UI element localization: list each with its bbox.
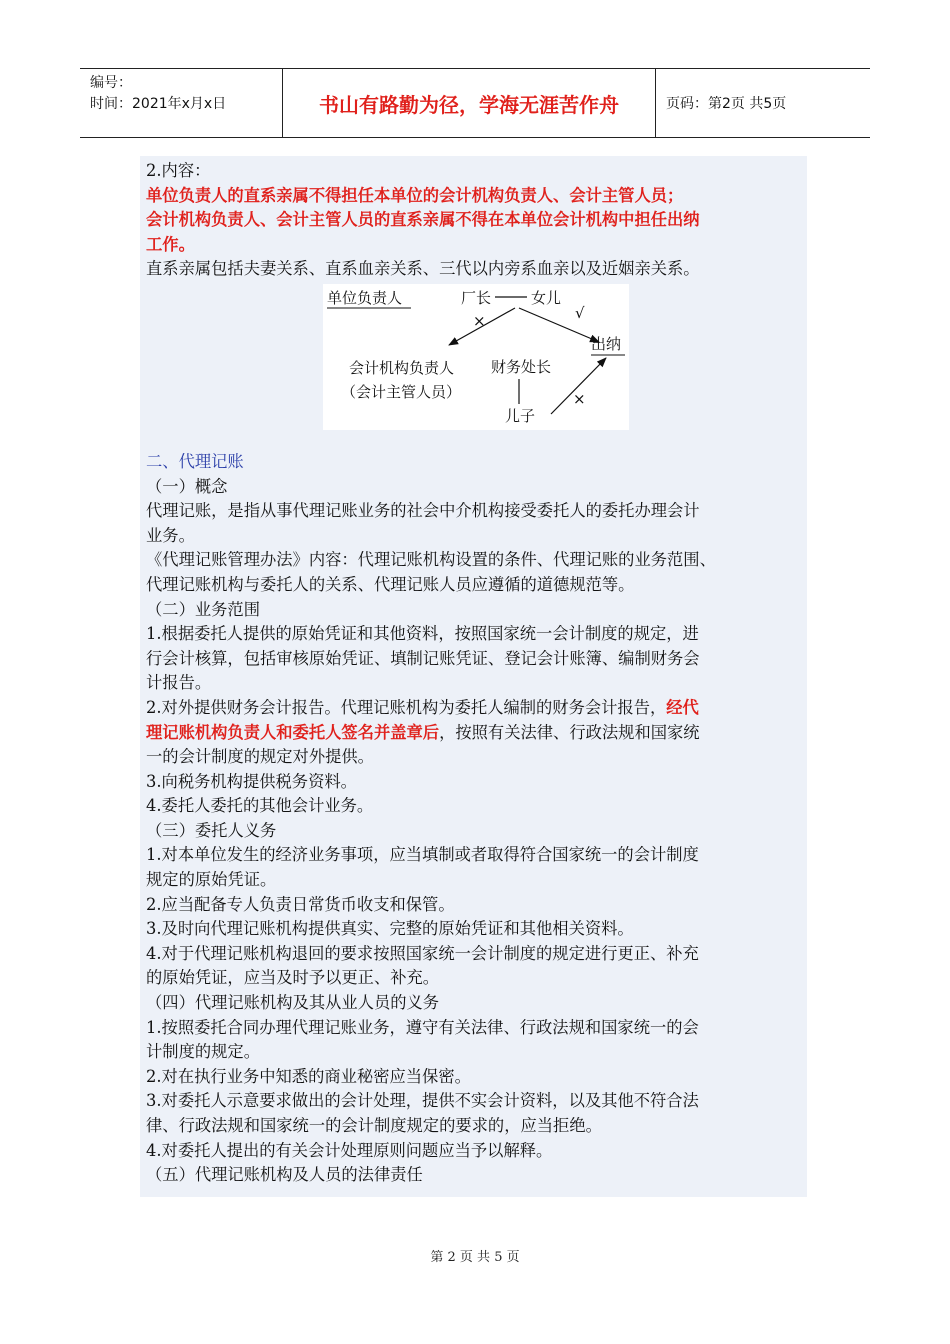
content-area xyxy=(140,156,807,1197)
header-motto: 书山有路勤为径，学海无涯苦作舟 xyxy=(282,69,656,137)
paragraph: 1.根据委托人提供的原始凭证和其他资料，按照国家统一会计制度的规定，进 xyxy=(146,624,699,644)
paragraph: 3.对委托人示意要求做出的会计处理，提供不实会计资料，以及其他不符合法 xyxy=(146,1091,699,1111)
finance-head-label: 财务处长 xyxy=(491,357,552,376)
paragraph: 3.向税务机构提供税务资料。 xyxy=(146,771,357,791)
paragraph: 2.应当配备专人负责日常货币收支和保管。 xyxy=(146,894,455,914)
highlight-rule: 单位负责人的直系亲属不得担任本单位的会计机构负责人、会计主管人员； xyxy=(146,185,684,205)
header-page-number: 页码：第2页 共5页 xyxy=(666,96,787,112)
cross-mark: × xyxy=(573,389,586,408)
cross-mark: × xyxy=(473,311,486,330)
number-label: 编号： xyxy=(90,75,132,91)
subheading: （四）代理记账机构及其从业人员的义务 xyxy=(146,993,440,1013)
paragraph: 2.对在执行业务中知悉的商业秘密应当保密。 xyxy=(146,1066,471,1086)
acct-head-label: 会计机构负责人 xyxy=(349,358,455,377)
paragraph: 代理记账机构与委托人的关系、代理记账人员应遵循的道德规范等。 xyxy=(146,574,635,594)
paragraph: 计报告。 xyxy=(146,673,212,693)
paragraph: 1.按照委托合同办理代理记账业务，遵守有关法律、行政法规和国家统一的会 xyxy=(146,1017,699,1037)
paragraph: 业务。 xyxy=(146,525,195,545)
cashier-label: 出纳 xyxy=(591,334,622,353)
subheading: （五）代理记账机构及人员的法律责任 xyxy=(146,1165,423,1185)
paragraph: 规定的原始凭证。 xyxy=(146,870,277,890)
acct-supervisor-label: （会计主管人员） xyxy=(341,382,462,401)
paragraph: 律、行政法规和国家统一的会计制度规定的要求的，应当拒绝。 xyxy=(146,1116,602,1135)
header-meta xyxy=(80,69,282,137)
paragraph xyxy=(146,721,803,746)
text-span: 2.对外提供财务会计报告。代理记账机构为委托人编制的财务会计报告， xyxy=(146,697,667,717)
subheading: （一）概念 xyxy=(146,476,228,496)
paragraph: 行会计核算，包括审核原始凭证、填制记账凭证、登记会计账簿、编制财务会 xyxy=(146,648,700,668)
paragraph xyxy=(146,696,803,721)
text-span: ，按照有关法律、行政法规和国家统 xyxy=(439,722,700,742)
page-footer: 第 2 页 共 5 页 xyxy=(430,1250,520,1265)
relationship-diagram xyxy=(323,284,629,430)
son-label: 儿子 xyxy=(505,406,536,425)
check-mark: √ xyxy=(575,303,585,322)
paragraph: 《代理记账管理办法》内容：代理记账机构设置的条件、代理记账的业务范围、 xyxy=(146,550,716,570)
paragraph: 4.对于代理记账机构退回的要求按照国家统一会计制度的规定进行更正、补充 xyxy=(146,943,699,963)
highlight-rule: 工作。 xyxy=(146,234,195,254)
highlight-text: 理记账机构负责人和委托人签名并盖章后 xyxy=(146,722,440,742)
page-header xyxy=(80,68,870,138)
paragraph: 1.对本单位发生的经济业务事项，应当填制或者取得符合国家统一的会计制度 xyxy=(146,845,699,865)
unit-head-label: 单位负责人 xyxy=(327,288,403,307)
subheading: （三）委托人义务 xyxy=(146,820,277,840)
arrow-to-cashier xyxy=(519,308,599,342)
paragraph: 4.对委托人提出的有关会计处理原则问题应当予以解释。 xyxy=(146,1140,553,1160)
paragraph: 计制度的规定。 xyxy=(146,1042,260,1062)
paragraph: 的原始凭证，应当及时予以更正、补充。 xyxy=(146,968,440,988)
section-heading: 二、代理记账 xyxy=(146,451,244,471)
highlight-text: 经代 xyxy=(666,697,699,717)
time-label: 时间：2021年x月x日 xyxy=(90,96,227,112)
paragraph: 一的会计制度的规定对外提供。 xyxy=(146,747,374,767)
paragraph: 2.内容： xyxy=(146,161,211,180)
paragraph: 4.委托人委托的其他会计业务。 xyxy=(146,796,374,816)
subheading: （二）业务范围 xyxy=(146,599,260,619)
highlight-rule: 会计机构负责人、会计主管人员的直系亲属不得在本单位会计机构中担任出纳 xyxy=(146,210,700,230)
paragraph: 3.及时向代理记账机构提供真实、完整的原始凭证和其他相关资料。 xyxy=(146,919,634,939)
daughter-label: 女儿 xyxy=(531,288,562,307)
paragraph: 代理记账，是指从事代理记账业务的社会中介机构接受委托人的委托办理会计 xyxy=(146,501,700,521)
paragraph: 直系亲属包括夫妻关系、直系血亲关系、三代以内旁系血亲以及近姻亲关系。 xyxy=(146,259,700,279)
factory-head-label: 厂长 xyxy=(461,288,492,307)
